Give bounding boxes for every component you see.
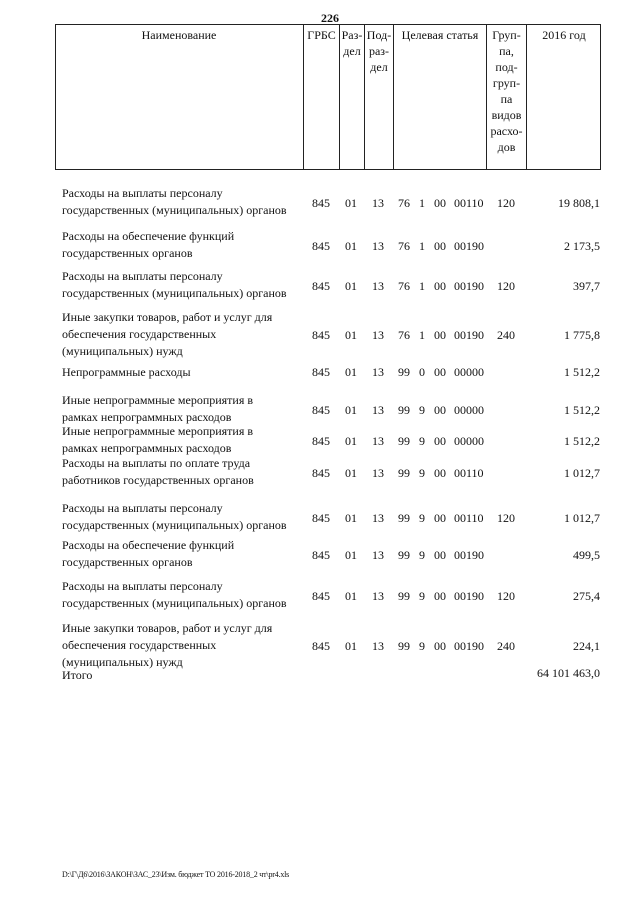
header-podrazdel: Под- раз- дел	[364, 24, 393, 170]
row-razdel: 01	[345, 466, 357, 480]
row-grbs: 845	[312, 328, 330, 342]
row-grbs: 845	[312, 434, 330, 448]
row-cs-code: 00190	[454, 548, 484, 562]
row-sum: 19 808,1	[558, 196, 600, 210]
row-razdel: 01	[345, 511, 357, 525]
row-cs-subprogram: 9	[419, 403, 425, 417]
row-cs-direction: 00	[434, 279, 446, 293]
row-cs-code: 00110	[454, 466, 484, 480]
row-cs-program: 76	[398, 328, 410, 342]
row-podrazdel: 13	[372, 365, 384, 379]
row-group: 120	[497, 196, 515, 210]
row-cs-direction: 00	[434, 434, 446, 448]
row-sum: 1 512,2	[564, 434, 600, 448]
row-cs-code: 00190	[454, 279, 484, 293]
row-name: Иные непрограммные мероприятия в рамках непрограммных расходов	[62, 424, 254, 455]
row-podrazdel: 13	[372, 548, 384, 562]
row-cs-program: 99	[398, 365, 410, 379]
row-name: Расходы на выплаты персоналу государственных (муниципальных) органов	[62, 186, 287, 217]
row-cs-direction: 00	[434, 511, 446, 525]
row-grbs: 845	[312, 589, 330, 603]
row-cs-program: 99	[398, 511, 410, 525]
row-cs-direction: 00	[434, 196, 446, 210]
row-cs-program: 76	[398, 196, 410, 210]
row-cs-subprogram: 0	[419, 365, 425, 379]
row-cs-subprogram: 1	[419, 328, 425, 342]
row-name: Расходы на обеспечение функций государственных органов	[62, 538, 235, 569]
row-razdel: 01	[345, 365, 357, 379]
row-name: Расходы на выплаты персоналу государственных (муниципальных) органов	[62, 501, 287, 532]
file-path: D:\Г\Д6\2016\ЗАКОН\ЗАС_23\Изм. бюджет ТО 2016-2018_2 чт\pr4.xls	[62, 870, 290, 879]
row-razdel: 01	[345, 548, 357, 562]
total-label: Итого	[62, 668, 93, 682]
header-target: Целевая статья	[393, 24, 486, 170]
row-cs-direction: 00	[434, 639, 446, 653]
row-cs-subprogram: 1	[419, 279, 425, 293]
row-razdel: 01	[345, 589, 357, 603]
row-cs-code: 00190	[454, 589, 484, 603]
row-cs-program: 76	[398, 239, 410, 253]
row-name: Расходы на выплаты персоналу государственных (муниципальных) органов	[62, 579, 287, 610]
row-razdel: 01	[345, 403, 357, 417]
row-sum: 1 512,2	[564, 365, 600, 379]
header-group: Груп- па, под- груп- па видов расхо- дов	[486, 24, 526, 170]
header-name: Наименование	[141, 28, 217, 42]
row-cs-direction: 00	[434, 365, 446, 379]
row-cs-code: 00110	[454, 196, 484, 210]
row-cs-program: 99	[398, 403, 410, 417]
row-name: Непрограммные расходы	[62, 365, 191, 379]
row-group: 120	[497, 589, 515, 603]
row-grbs: 845	[312, 466, 330, 480]
page-number: 226	[321, 11, 339, 25]
row-cs-subprogram: 9	[419, 466, 425, 480]
row-cs-subprogram: 9	[419, 548, 425, 562]
row-grbs: 845	[312, 196, 330, 210]
row-razdel: 01	[345, 239, 357, 253]
header-year: 2016 год	[526, 24, 601, 170]
row-cs-direction: 00	[434, 239, 446, 253]
row-name: Расходы на выплаты персоналу государственных (муниципальных) органов	[62, 269, 287, 300]
row-cs-program: 99	[398, 434, 410, 448]
row-cs-subprogram: 9	[419, 434, 425, 448]
row-group: 240	[497, 328, 515, 342]
row-grbs: 845	[312, 548, 330, 562]
row-cs-direction: 00	[434, 328, 446, 342]
row-podrazdel: 13	[372, 328, 384, 342]
row-grbs: 845	[312, 239, 330, 253]
row-grbs: 845	[312, 279, 330, 293]
row-sum: 1 775,8	[564, 328, 600, 342]
row-podrazdel: 13	[372, 639, 384, 653]
row-cs-direction: 00	[434, 403, 446, 417]
header-razdel: Раз- дел	[339, 24, 364, 170]
row-cs-program: 99	[398, 589, 410, 603]
row-podrazdel: 13	[372, 589, 384, 603]
row-cs-subprogram: 1	[419, 239, 425, 253]
row-group: 240	[497, 639, 515, 653]
row-cs-program: 76	[398, 279, 410, 293]
row-sum: 275,4	[573, 589, 600, 603]
row-cs-code: 00190	[454, 328, 484, 342]
row-sum: 1 512,2	[564, 403, 600, 417]
row-grbs: 845	[312, 403, 330, 417]
header-grbs: ГРБС	[303, 24, 339, 170]
row-cs-subprogram: 1	[419, 196, 425, 210]
row-cs-code: 00110	[454, 511, 484, 525]
row-grbs: 845	[312, 365, 330, 379]
row-grbs: 845	[312, 511, 330, 525]
row-podrazdel: 13	[372, 279, 384, 293]
row-cs-code: 00000	[454, 434, 484, 448]
row-sum: 397,7	[573, 279, 600, 293]
total-value: 64 101 463,0	[537, 666, 600, 680]
row-razdel: 01	[345, 279, 357, 293]
row-name: Расходы на выплаты по оплате труда работников государственных органов	[62, 456, 254, 487]
row-razdel: 01	[345, 196, 357, 210]
row-podrazdel: 13	[372, 511, 384, 525]
row-razdel: 01	[345, 328, 357, 342]
row-cs-subprogram: 9	[419, 511, 425, 525]
row-podrazdel: 13	[372, 434, 384, 448]
row-cs-code: 00190	[454, 639, 484, 653]
row-podrazdel: 13	[372, 466, 384, 480]
row-cs-direction: 00	[434, 466, 446, 480]
row-cs-code: 00000	[454, 365, 484, 379]
row-cs-code: 00190	[454, 239, 484, 253]
row-sum: 1 012,7	[564, 466, 600, 480]
row-group: 120	[497, 279, 515, 293]
row-cs-direction: 00	[434, 548, 446, 562]
row-sum: 1 012,7	[564, 511, 600, 525]
row-cs-subprogram: 9	[419, 589, 425, 603]
row-sum: 499,5	[573, 548, 600, 562]
row-razdel: 01	[345, 639, 357, 653]
row-name: Расходы на обеспечение функций государственных органов	[62, 229, 235, 260]
row-cs-program: 99	[398, 548, 410, 562]
row-cs-program: 99	[398, 466, 410, 480]
row-razdel: 01	[345, 434, 357, 448]
row-name: Иные непрограммные мероприятия в рамках непрограммных расходов	[62, 393, 254, 424]
row-grbs: 845	[312, 639, 330, 653]
row-group: 120	[497, 511, 515, 525]
row-cs-subprogram: 9	[419, 639, 425, 653]
row-cs-program: 99	[398, 639, 410, 653]
row-sum: 2 173,5	[564, 239, 600, 253]
row-cs-code: 00000	[454, 403, 484, 417]
row-name: Иные закупки товаров, работ и услуг для обеспечения государственных (муниципальных) нужд	[62, 310, 273, 358]
row-name: Иные закупки товаров, работ и услуг для обеспечения государственных (муниципальных) нужд	[62, 621, 273, 669]
row-podrazdel: 13	[372, 403, 384, 417]
row-cs-direction: 00	[434, 589, 446, 603]
row-podrazdel: 13	[372, 196, 384, 210]
row-sum: 224,1	[573, 639, 600, 653]
row-podrazdel: 13	[372, 239, 384, 253]
